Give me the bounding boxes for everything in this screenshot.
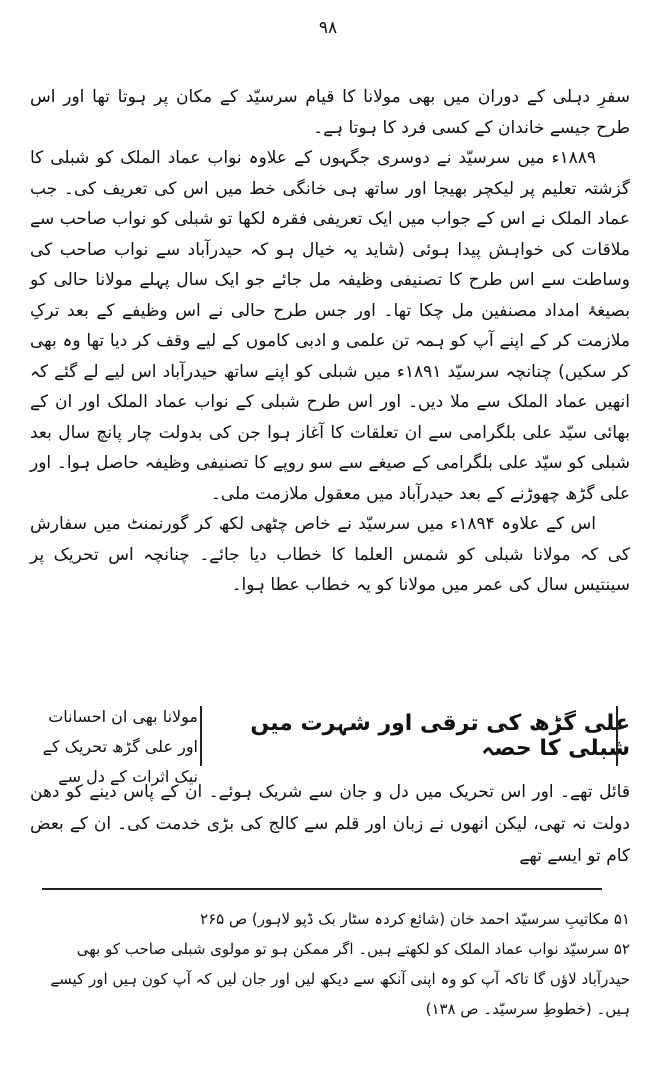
paragraph: ۱۸۸۹ء میں سرسیّد نے دوسری جگہوں کے علاوہ نواب عماد الملک کو شبلی کا گزشتہ تعلیم پر لیکچر بھیجا اور ساتھ ہی خانگی خط میں اس کی تعریف کی۔ جب عماد الملک نے اس کے جواب میں ایک تعریفی فقرہ لکھا تو شبلی کو نواب صاحب سے ملاقات کی خواہش پیدا ہوئی (شاید یہ خیال ہو کہ حیدرآباد سے نواب صاحب کی وساطت سے اس طرح کا تصنیفی وظیفہ مل جائے جو ایک سال پہلے مولانا حالی کو بصیغۂ امداد مصنفین مل چکا تھا۔ اور جس طرح حالی نے اس وظیفے کے بعد ترکِ ملازمت کر کے اپنے آپ کو ہمہ تن علمی و ادبی کاموں کے لیے وقف کر دیا تھا وہ بھی کر سکیں) چنانچہ سرسیّد ۱۸۹۱ء میں شبلی کو اپنے ساتھ حیدرآباد اس لیے لے گئے کہ انھیں عماد الملک سے ملا دیں۔ اور اس طرح شبلی کے نواب عماد الملک اور ان کے بھائی سیّد علی بلگرامی سے ان تعلقات کا آغاز ہوا جن کی بدولت چار پانچ سال بعد شبلی کو سیّد علی بلگرامی کے صیغے سے سو روپے کا تصنیفی وظیفہ حاصل ہوا۔ اور علی گڑھ چھوڑنے کے بعد حیدرآباد میں معقول ملازمت ملی۔: [30, 148, 630, 504]
footnote: ۵۱ مکاتیبِ سرسیّد احمد خان (شائع کردہ سٹار بک ڈپو لاہور) ص ۲۶۵: [200, 910, 630, 928]
section-heading: علی گڑھ کی ترقی اور شہرت میں شبلی کا حصہ: [200, 700, 630, 772]
paragraph: سفرِ دہلی کے دوران میں بھی مولانا کا قیام سرسیّد کے مکان پر ہوتا تھا اور اس طرح جیسے خاندان کے کسی فرد کا ہوتا ہے۔: [30, 87, 630, 138]
main-text: [30, 82, 630, 601]
continuation-text: قائل تھے۔ اور اس تحریک میں دل و جان سے شریک ہوئے۔ ان کے پاس دینے کو دھن دولت نہ تھی، لیکن انھوں نے زبان اور قلم سے کالج کی بڑی خدمت کی۔ ان کے بعض کام تو ایسے تھے: [30, 782, 630, 866]
footnotes: [30, 904, 630, 1024]
footnote-divider: [42, 888, 602, 890]
paragraph: اس کے علاوہ ۱۸۹۴ء میں سرسیّد نے خاص چٹھی لکھ کر گورنمنٹ میں سفارش کی کہ مولانا شبلی کو شمس العلما کا خطاب دیا جائے۔ چنانچہ اس تحریک پر سینتیس سال کی عمر میں مولانا کو یہ خطاب عطا ہوا۔: [30, 514, 630, 595]
side-text: مولانا بھی ان احسانات اور علی گڑھ تحریک کے نیک اثرات کے دل سے: [42, 707, 198, 786]
footnote: ۵۲ سرسیّد نواب عماد الملک کو لکھتے ہیں۔ اگر ممکن ہو تو مولوی شبلی صاحب کو بھی حیدرآباد لاؤں گا تاکہ آپ کو وہ اپنی آنکھ سے دیکھ لیں اور جان لیں کہ آپ کون ہیں اور کیسے ہیں۔ (خطوطِ سرسیّد۔ ص ۱۳۸): [50, 940, 630, 1018]
section-heading-area: [30, 700, 630, 786]
page-number: ۹۸: [318, 18, 338, 38]
